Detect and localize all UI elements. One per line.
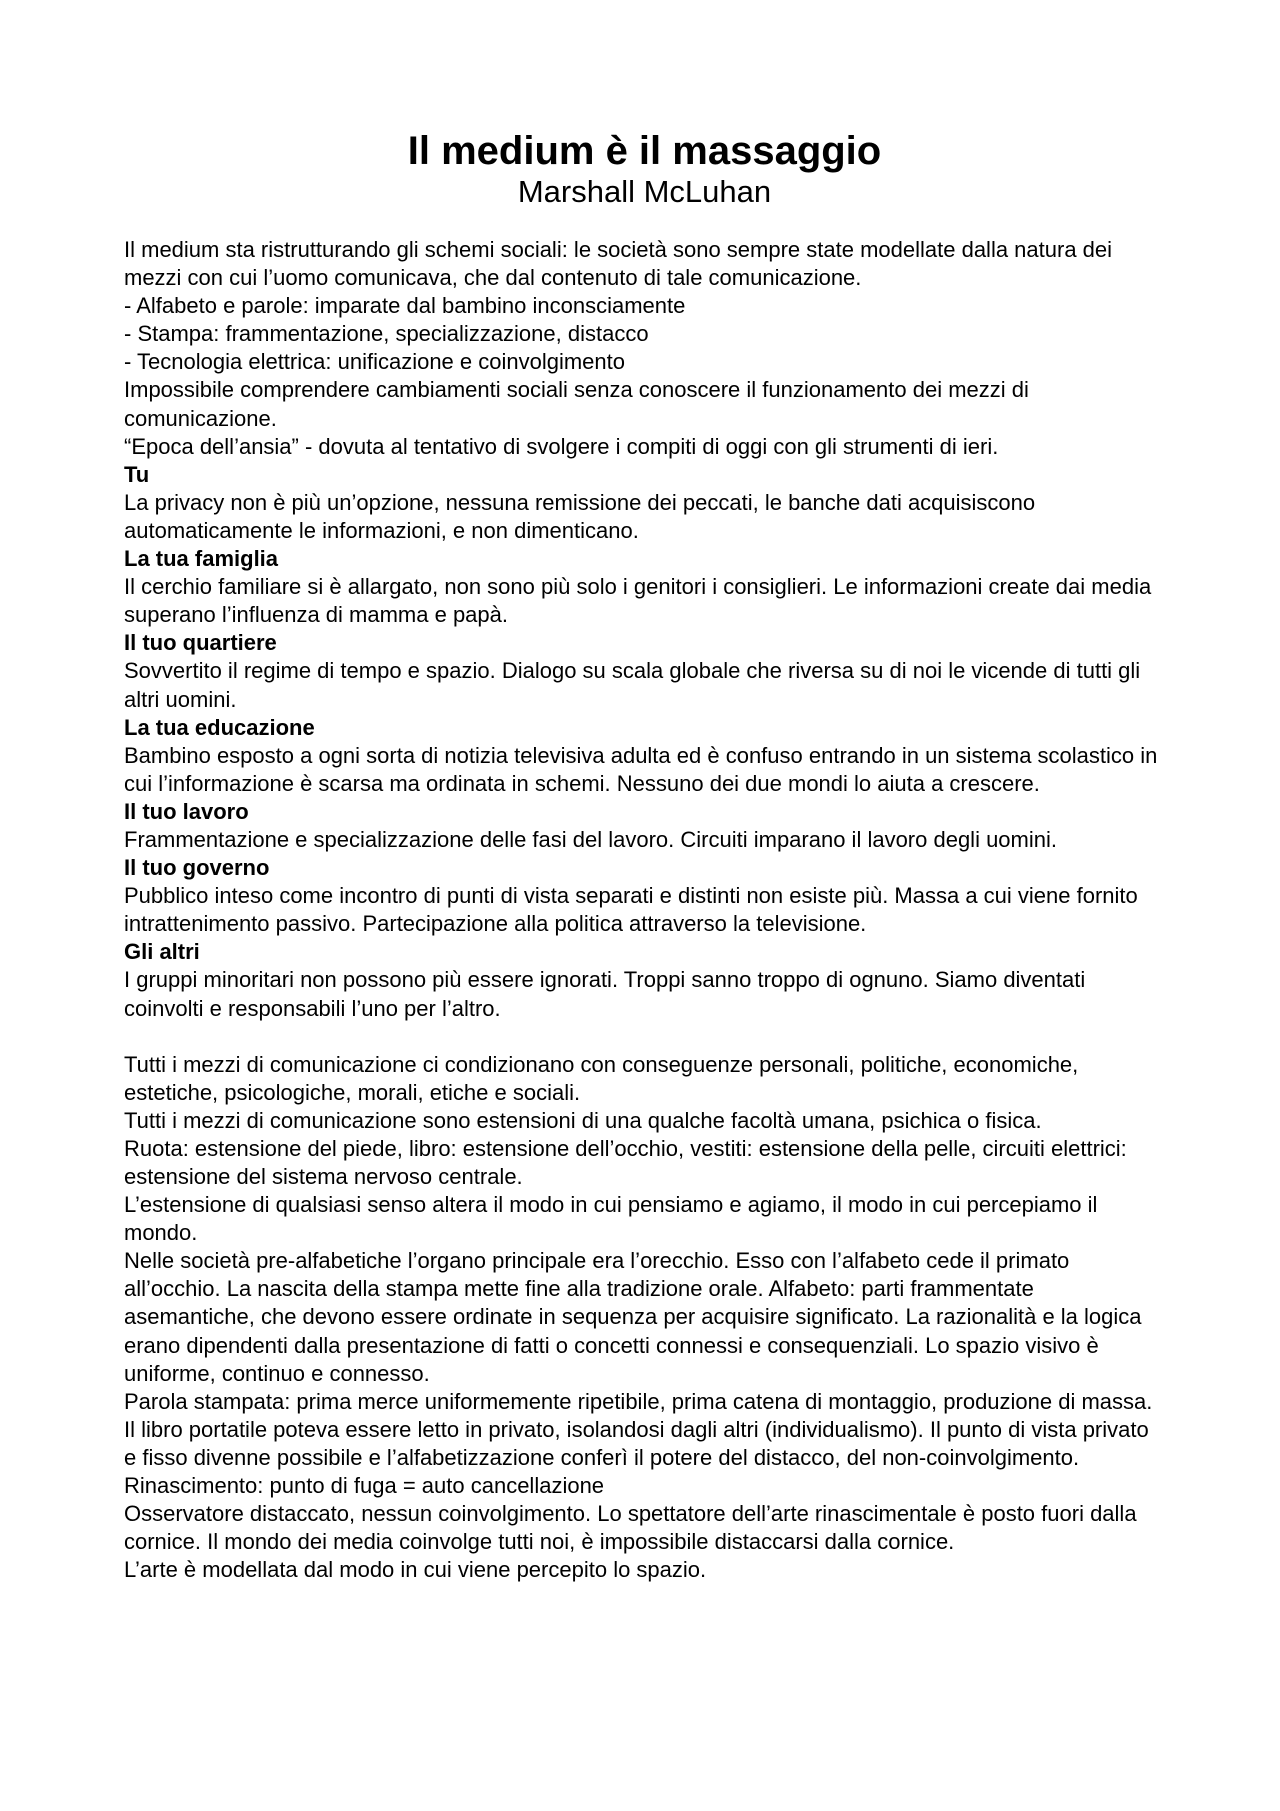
- closing-paragraph: Nelle società pre-alfabetiche l’organo principale era l’orecchio. Esso con l’alfabeto cede il primato all’occhio. La nascita della stampa mette fine alla tradizione orale. Alfabeto: parti frammentate asemantiche, che devono essere ordinate in sequenza per acquisire significato. La razionalità e la logica erano dipendenti dalla presentazione di fatti o concetti connessi e consequenziali. Lo spazio visivo è uniforme, continuo e connesso.: [124, 1248, 1142, 1386]
- closing-paragraph: L’estensione di qualsiasi senso altera il modo in cui pensiamo e agiamo, il modo in cui percepiamo il mondo.: [124, 1192, 1098, 1246]
- section-heading-famiglia: La tua famiglia: [124, 546, 279, 572]
- closing-paragraph: Tutti i mezzi di comunicazione ci condizionano con conseguenze personali, politiche, economiche, estetiche, psicologiche, morali, etiche e sociali.: [124, 1051, 1079, 1105]
- closing-paragraph: Osservatore distaccato, nessun coinvolgimento. Lo spettatore dell’arte rinascimentale è posto fuori dalla cornice. Il mondo dei media coinvolge tutti noi, è impossibile distaccarsi dalla cornice.: [124, 1501, 1137, 1555]
- section-heading-lavoro: Il tuo lavoro: [124, 798, 249, 824]
- closing-paragraph: Tutti i mezzi di comunicazione sono estensioni di una qualche facoltà umana, psichica o fisica.: [124, 1107, 1042, 1133]
- intro-list-item: - Tecnologia elettrica: unificazione e coinvolgimento: [124, 349, 625, 375]
- intro-paragraph: Impossibile comprendere cambiamenti sociali senza conoscere il funzionamento dei mezzi di comunicazione.: [124, 377, 1029, 431]
- section-text-educazione: Bambino esposto a ogni sorta di notizia televisiva adulta ed è confuso entrando in un sistema scolastico in cui l’informazione è scarsa ma ordinata in schemi. Nessuno dei due mondi lo aiuta a crescere.: [124, 742, 1158, 796]
- section-heading-tu: Tu: [124, 461, 150, 487]
- section-heading-governo: Il tuo governo: [124, 855, 270, 881]
- section-text-governo: Pubblico inteso come incontro di punti di vista separati e distinti non esiste più. Massa a cui viene fornito intrattenimento passivo. Partecipazione alla politica attraverso la televisione.: [124, 883, 1138, 937]
- page-title: Il medium è il massaggio: [407, 129, 882, 173]
- intro-list-item: - Alfabeto e parole: imparate dal bambino inconsciamente: [124, 293, 686, 319]
- author-name: Marshall McLuhan: [517, 174, 772, 209]
- section-heading-altri: Gli altri: [124, 939, 200, 965]
- section-heading-educazione: La tua educazione: [124, 714, 315, 740]
- intro-list-item: - Stampa: frammentazione, specializzazione, distacco: [124, 321, 649, 347]
- section-text-famiglia: Il cerchio familiare si è allargato, non sono più solo i genitori i consiglieri. Le informazioni create dai media superano l’influenza di mamma e papà.: [124, 574, 1152, 628]
- section-text-tu: La privacy non è più un’opzione, nessuna remissione dei peccati, le banche dati acquisiscono automaticamente le informazioni, e non dimenticano.: [124, 489, 1036, 543]
- intro-paragraph: Il medium sta ristrutturando gli schemi sociali: le società sono sempre state modellate dalla natura dei mezzi con cui l’uomo comunicava, che dal contenuto di tale comunicazione.: [124, 237, 1113, 291]
- paragraph-spacer: [124, 1023, 1165, 1051]
- closing-paragraph: L’arte è modellata dal modo in cui viene percepito lo spazio.: [124, 1557, 707, 1583]
- closing-paragraph: Parola stampata: prima merce uniformemente ripetibile, prima catena di montaggio, produzione di massa. Il libro portatile poteva essere letto in privato, isolandosi dagli altri (individualismo). Il punto di vista privato e fisso divenne possibile e l’alfabetizzazione conferì il potere del distacco, del non-coinvolgimento.: [124, 1388, 1153, 1470]
- intro-paragraph: “Epoca dell’ansia” - dovuta al tentativo di svolgere i compiti di oggi con gli strumenti di ieri.: [124, 433, 999, 459]
- closing-paragraph: Ruota: estensione del piede, libro: estensione dell’occhio, vestiti: estensione della pelle, circuiti elettrici: estensione del sistema nervoso centrale.: [124, 1135, 1127, 1189]
- section-heading-quartiere: Il tuo quartiere: [124, 630, 277, 656]
- section-text-lavoro: Frammentazione e specializzazione delle fasi del lavoro. Circuiti imparano il lavoro degli uomini.: [124, 826, 1057, 852]
- section-text-quartiere: Sovvertito il regime di tempo e spazio. Dialogo su scala globale che riversa su di noi le vicende di tutti gli altri uomini.: [124, 658, 1141, 712]
- section-text-altri: I gruppi minoritari non possono più essere ignorati. Troppi sanno troppo di ognuno. Siamo diventati coinvolti e responsabili l’uno per l’altro.: [124, 967, 1086, 1021]
- document-body: [124, 236, 1165, 1584]
- closing-paragraph: Rinascimento: punto di fuga = auto cancellazione: [124, 1473, 605, 1499]
